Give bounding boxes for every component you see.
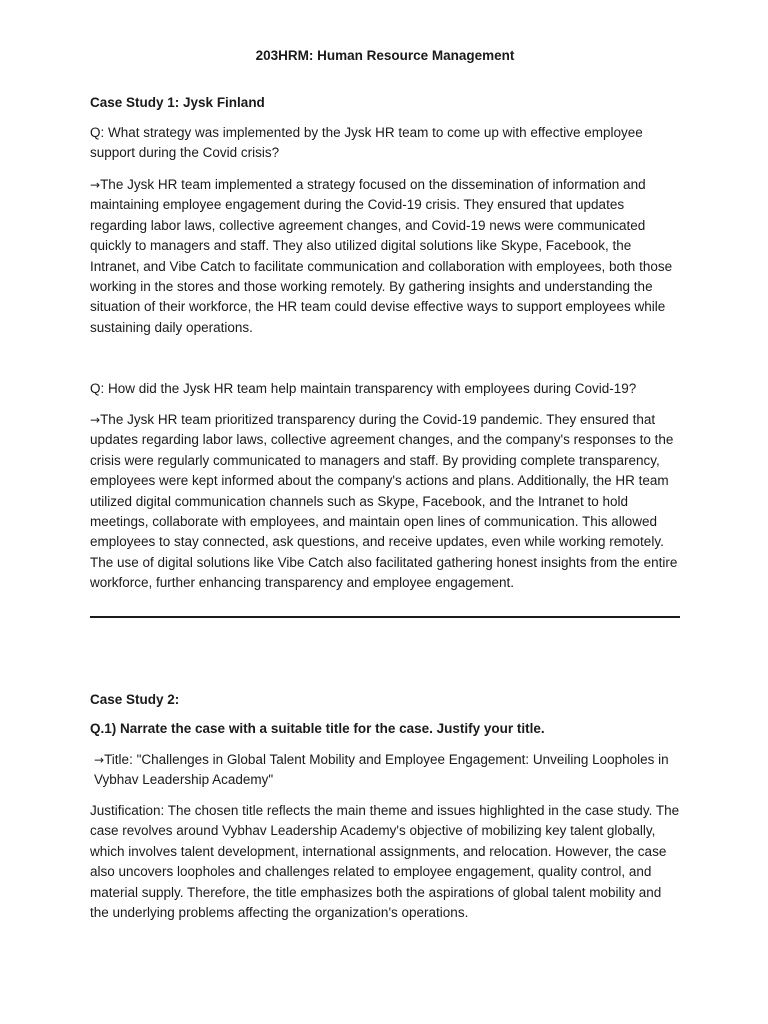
case-study-1-answer-2 [90,410,680,594]
case-study-1-answer-1 [90,175,680,338]
case-study-1-question-2: Q: How did the Jysk HR team help maintain transparency with employees during Covid-19? [90,381,637,396]
arrow-icon: → [94,753,105,767]
case-study-2-question-1: Q.1) Narrate the case with a suitable title for the case. Justify your title. [90,721,545,736]
case-study-2-heading: Case Study 2: [90,692,180,707]
case-study-2-justification: Justification: The chosen title reflects the main theme and issues highlighted in the case study. The case revolves around Vybhav Leadership Academy's objective of mobilizing key talent globally, which involves talent development, international assignments, and relocation. However, the case also uncovers loopholes and challenges related to employee engagement, quality control, and material supply. Therefore, the title emphasizes both the aspirations of global talent mobility and the underlying problems affecting the organization's operations. [90,803,680,921]
document-page [90,0,680,1024]
case-study-2-title-answer [90,750,680,791]
case-study-1-question-1: Q: What strategy was implemented by the Jysk HR team to come up with effective employee support during the Covid crisis? [90,125,643,161]
case-study-1-heading: Case Study 1: Jysk Finland [90,95,265,110]
section-divider [90,616,680,618]
answer-2-text: The Jysk HR team prioritized transparency during the Covid-19 pandemic. They ensured that updates regarding labor laws, collective agreement changes, and the company's responses to the crisis were regularly communicated to managers and staff. By providing complete transparency, employees were kept informed about the company's actions and plans. Additionally, the HR team utilized digital communication channels such as Skype, Facebook, and the Intranet to hold meetings, collaborate with employees, and maintain open lines of communication. This allowed employees to stay connected, ask questions, and receive updates, even while working remotely. The use of digital solutions like Vibe Catch also facilitated gathering honest insights from the entire workforce, further enhancing transparency and employee engagement. [90,412,678,591]
answer-1-text: The Jysk HR team implemented a strategy focused on the dissemination of information and maintaining employee engagement during the Covid-19 crisis. They ensured that updates regarding labor laws, collective agreement changes, and Covid-19 news were communicated quickly to managers and staff. They also utilized digital solutions like Skype, Facebook, the Intranet, and Vibe Catch to facilitate communication and collaboration with employees, both those working in the stores and those working remotely. By gathering insights and understanding the situation of their workforce, the HR team could devise effective ways to support employees while sustaining daily operations. [90,177,673,335]
title-answer-text: Title: "Challenges in Global Talent Mobility and Employee Engagement: Unveiling Loopholes in Vybhav Leadership Academy" [94,752,669,788]
arrow-icon: → [90,178,101,192]
arrow-icon: → [90,413,101,427]
document-title: 203HRM: Human Resource Management [255,48,515,63]
